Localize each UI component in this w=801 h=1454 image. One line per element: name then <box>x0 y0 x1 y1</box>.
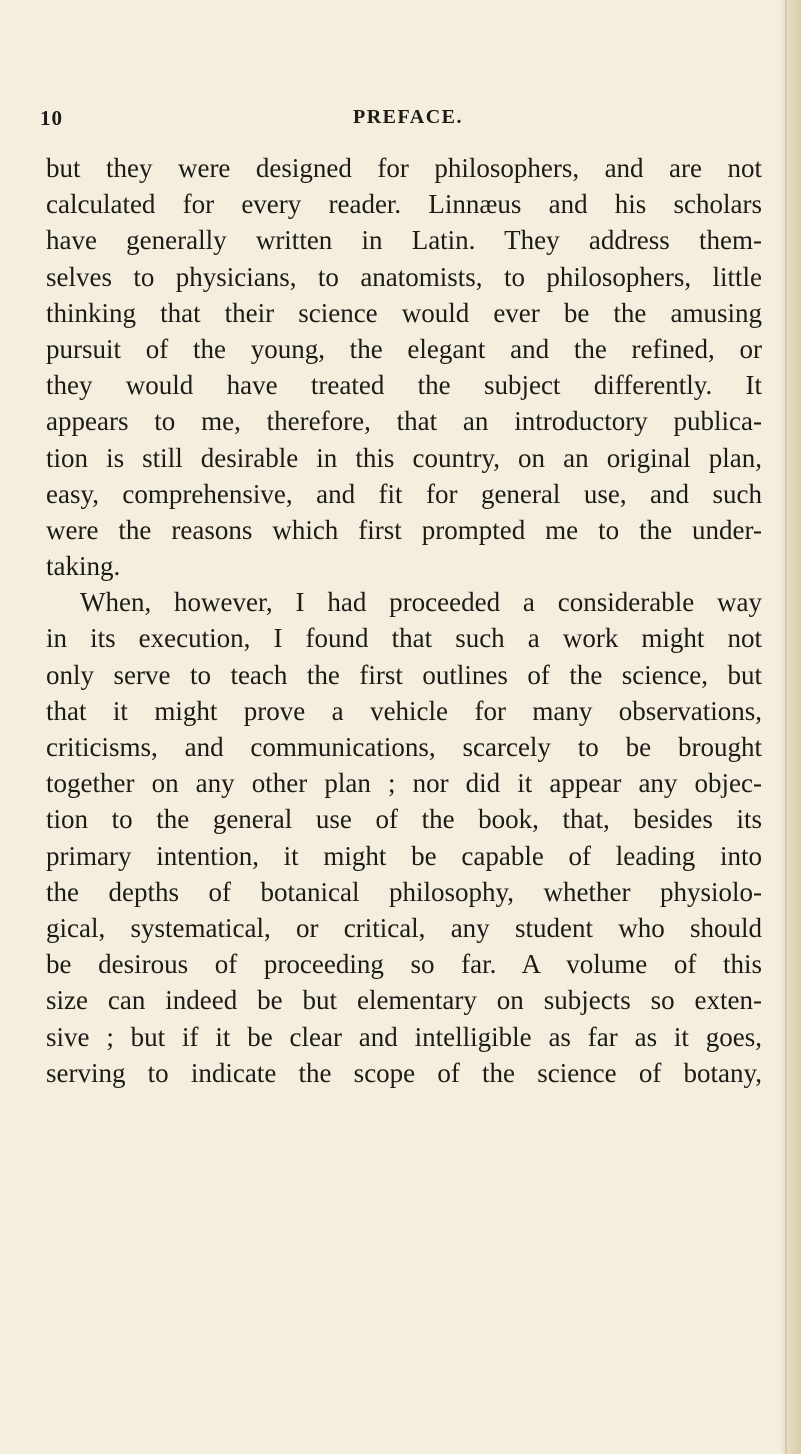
text-line: serving to indicate the scope of the science of botany, <box>46 1057 762 1088</box>
text-line: When, however, I had proceeded a considerable way <box>80 587 762 618</box>
page-edge <box>779 0 801 1454</box>
text-line: appears to me, therefore, that an introductory publica- <box>46 406 762 437</box>
text-line: only serve to teach the first outlines of the science, but <box>46 659 762 690</box>
text-line: be desirous of proceeding so far. A volume of this <box>46 949 762 980</box>
text-line: easy, comprehensive, and fit for general use, and such <box>46 478 762 509</box>
body-text <box>46 150 762 1091</box>
text-line: tion to the general use of the book, that, besides its <box>46 804 762 835</box>
running-title: PREFACE. <box>353 106 463 128</box>
text-line: gical, systematical, or critical, any student who should <box>46 912 762 943</box>
text-line: together on any other plan ; nor did it appear any objec- <box>46 768 762 799</box>
text-line: selves to physicians, to anatomists, to philosophers, little <box>46 261 762 292</box>
text-line: calculated for every reader. Linnæus and his scholars <box>46 189 762 220</box>
text-line: but they were designed for philosophers, and are not <box>46 153 762 183</box>
text-line: tion is still desirable in this country, on an original plan, <box>46 442 762 473</box>
page-number: 10 <box>40 106 63 130</box>
text-line: pursuit of the young, the elegant and the refined, or <box>46 333 762 364</box>
text-line: were the reasons which first prompted me to the under- <box>46 514 762 545</box>
text-line: have generally written in Latin. They address them- <box>46 225 762 256</box>
text-line: that it might prove a vehicle for many observations, <box>46 695 762 726</box>
text-line: taking. <box>46 551 121 582</box>
text-line: criticisms, and communications, scarcely to be brought <box>46 732 762 762</box>
text-line: thinking that their science would ever be the amusing <box>46 297 762 328</box>
text-line: sive ; but if it be clear and intelligible as far as it goes, <box>46 1021 762 1052</box>
running-head <box>0 106 801 136</box>
page-edge-shadow <box>785 0 787 1454</box>
text-line: size can indeed be but elementary on subjects so exten- <box>46 985 762 1016</box>
text-line: in its execution, I found that such a work might not <box>46 623 762 654</box>
text-line: primary intention, it might be capable of leading into <box>46 840 762 871</box>
text-line: they would have treated the subject differently. It <box>46 370 762 401</box>
text-line: the depths of botanical philosophy, whether physiolo- <box>46 876 762 907</box>
